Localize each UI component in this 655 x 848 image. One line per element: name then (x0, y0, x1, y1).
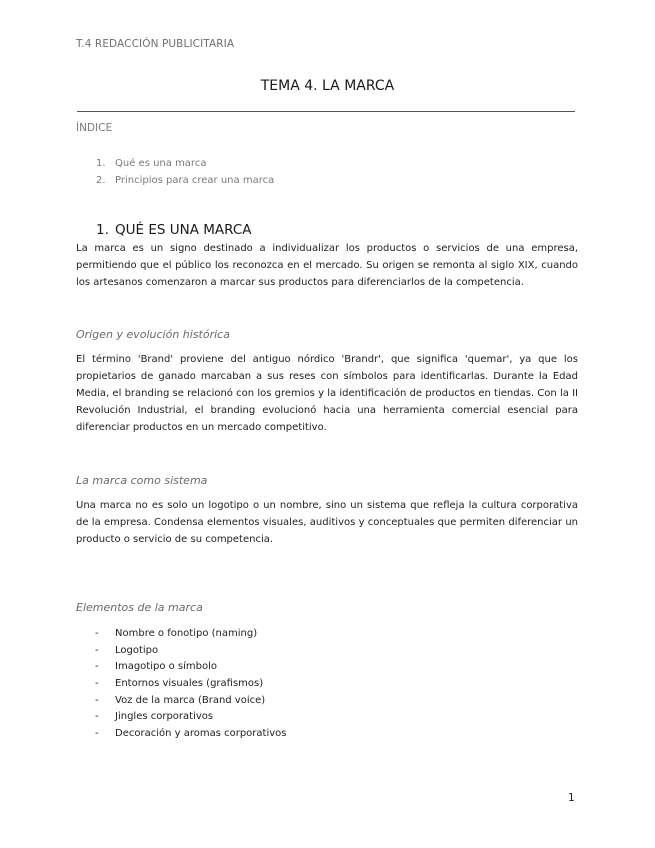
list-item-text: Nombre o fonotipo (naming) (115, 628, 258, 639)
bullet-dash: - (95, 644, 99, 656)
bullet-dash: - (95, 711, 99, 723)
toc-item[interactable] (96, 155, 274, 172)
section-heading (96, 222, 251, 238)
list-item-text: Voz de la marca (Brand voice) (115, 694, 266, 706)
list-item-text: Imagotipo o símbolo (115, 661, 218, 673)
subheading-origin: Origen y evolución histórica (76, 328, 230, 341)
system-paragraph: Una marca no es solo un logotipo o un nombre, sino un sistema que refleja la cultura corporativa de la empresa. Condensa elementos visuales, auditivos y conceptuales que permiten diferenciar un producto o servicio de su competencia. (76, 500, 578, 545)
toc-item-number: 2. (96, 175, 106, 186)
elements-list (95, 626, 287, 743)
list-item-text: Entornos visuales (grafismos) (115, 678, 264, 690)
bullet-dash: - (95, 628, 99, 639)
toc-item-number: 1. (96, 158, 106, 169)
table-of-contents (96, 155, 274, 189)
list-item-text: Decoración y aromas corporativos (115, 728, 287, 740)
list-item (95, 693, 287, 710)
page-title: TEMA 4. LA MARCA (260, 78, 395, 94)
list-item (95, 659, 287, 676)
toc-item-label: Qué es una marca (115, 158, 207, 169)
list-item (95, 726, 287, 743)
list-item-text: Jingles corporativos (115, 711, 214, 723)
list-item (95, 676, 287, 693)
list-item (95, 626, 287, 643)
list-item (95, 643, 287, 660)
subheading-system: La marca como sistema (76, 474, 208, 487)
section-title: QUÉ ES UNA MARCA (115, 222, 252, 238)
list-item-text: Logotipo (115, 644, 159, 656)
intro-paragraph: La marca es un signo destinado a individualizar los productos o servicios de una empresa, permitiendo que el público los reconozca en el mercado. Su origen se remonta al siglo XIX, cuando los artesanos comenzaron a marcar sus productos para diferenciarlos de la competencia. (76, 243, 578, 288)
bullet-dash: - (95, 678, 99, 690)
bullet-dash: - (95, 728, 99, 740)
section-number: 1. (96, 222, 109, 238)
toc-item-label: Principios para crear una marca (115, 175, 275, 186)
subheading-elements: Elementos de la marca (76, 601, 203, 614)
title-divider (77, 111, 575, 112)
toc-item[interactable] (96, 172, 274, 189)
origin-paragraph: El término 'Brand' proviene del antiguo nórdico 'Brandr', que significa 'quemar', ya que los propietarios de ganado marcaban a sus reses con símbolos para identificarlas. Durante la Edad Media, el branding se relacionó con los gremios y la identificación de productos en tiendas. Con la II Revolución Industrial, el branding evolucionó hacia una herramienta comercial esencial para diferenciar productos en un mercado competitivo. (76, 354, 578, 433)
bullet-dash: - (95, 661, 99, 673)
index-heading: ÍNDICE (76, 122, 113, 134)
bullet-dash: - (95, 694, 99, 706)
running-header: T.4 REDACCIÓN PUBLICITARIA (76, 38, 235, 50)
page-number: 1 (568, 792, 575, 804)
list-item (95, 709, 287, 726)
